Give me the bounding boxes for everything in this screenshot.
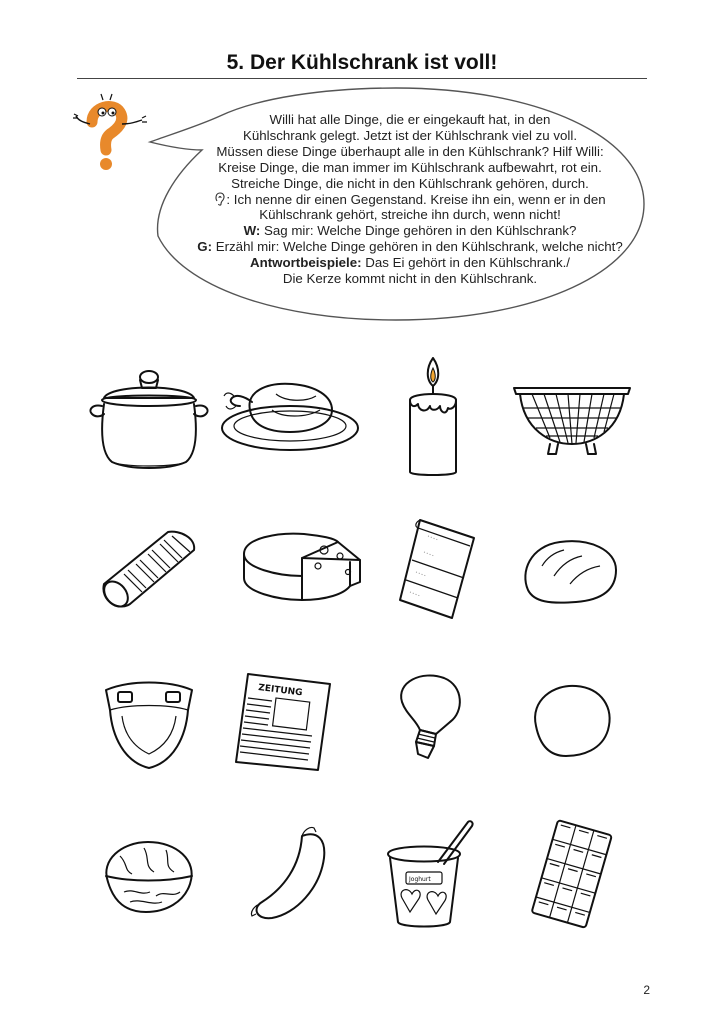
instruction-line: Kühlschrank gelegt. Jetzt ist der Kühlschrank viel zu voll. bbox=[242, 127, 578, 143]
answer-label: Antwortbeispiele: bbox=[250, 255, 362, 271]
instruction-line-answer-2: Die Kerze kommt nicht in den Kühlschrank. bbox=[282, 271, 538, 287]
newspaper-illustration[interactable] bbox=[234, 670, 336, 772]
question-mark-mascot-icon bbox=[70, 92, 150, 172]
cheese-wheel-illustration[interactable] bbox=[238, 528, 368, 604]
sausage-illustration[interactable] bbox=[244, 822, 334, 926]
instruction-line: Müssen diese Dinge überhaupt alle in den Kühlschrank? Hilf Willi: bbox=[216, 143, 604, 159]
bread-loaf-illustration[interactable] bbox=[520, 536, 620, 606]
instructions-text bbox=[186, 112, 634, 287]
pasta-illustration[interactable] bbox=[98, 528, 202, 614]
g-label: G: bbox=[197, 239, 213, 255]
instruction-line: Kreise Dinge, die man immer im Kühlschrank aufbewahrt, rot ein. bbox=[218, 159, 602, 175]
instruction-line-g bbox=[186, 239, 634, 255]
w-label: W: bbox=[243, 223, 261, 239]
g-text: Erzähl mir: Welche Dinge gehören in den Kühlschrank, welche nicht? bbox=[212, 239, 623, 255]
newspaper-title: ZEITUNG bbox=[257, 683, 303, 699]
cooking-pot-illustration[interactable] bbox=[86, 364, 212, 470]
egg-illustration[interactable] bbox=[526, 680, 616, 760]
roast-chicken-illustration[interactable] bbox=[216, 380, 362, 454]
instruction-line: Willi hat alle Dinge, die er eingekauft hat, in den bbox=[269, 112, 551, 127]
candle-illustration[interactable] bbox=[400, 354, 466, 478]
light-bulb-illustration[interactable] bbox=[392, 672, 466, 764]
ear-icon bbox=[214, 192, 226, 206]
kitchen-roll-illustration[interactable] bbox=[398, 516, 478, 622]
instruction-line-answer bbox=[186, 255, 634, 271]
chocolate-bar-illustration[interactable] bbox=[522, 818, 622, 928]
yogurt-cup-illustration[interactable] bbox=[382, 818, 480, 930]
instruction-line-listening bbox=[186, 192, 634, 208]
walnut-illustration[interactable] bbox=[100, 836, 198, 918]
colander-illustration[interactable] bbox=[510, 380, 634, 460]
diaper-illustration[interactable] bbox=[100, 676, 198, 774]
w-text: Sag mir: Welche Dinge gehören in den Kühlschrank? bbox=[260, 223, 577, 239]
instruction-listening-text: : Ich nenne dir einen Gegenstand. Kreise ihn ein, wenn er in den bbox=[226, 191, 606, 207]
instruction-line-w bbox=[186, 223, 634, 239]
instruction-line: Kühlschrank gehört, streiche ihn durch, wenn nicht! bbox=[259, 207, 561, 223]
page-number: 2 bbox=[643, 983, 650, 997]
instruction-line: Streiche Dinge, die nicht in den Kühlschrank gehören, durch. bbox=[231, 175, 589, 191]
answer-text: Das Ei gehört in den Kühlschrank./ bbox=[361, 255, 570, 271]
page-title: 5. Der Kühlschrank ist voll! bbox=[226, 51, 498, 74]
yogurt-label: Joghurt bbox=[409, 876, 431, 883]
title-divider bbox=[77, 78, 647, 79]
